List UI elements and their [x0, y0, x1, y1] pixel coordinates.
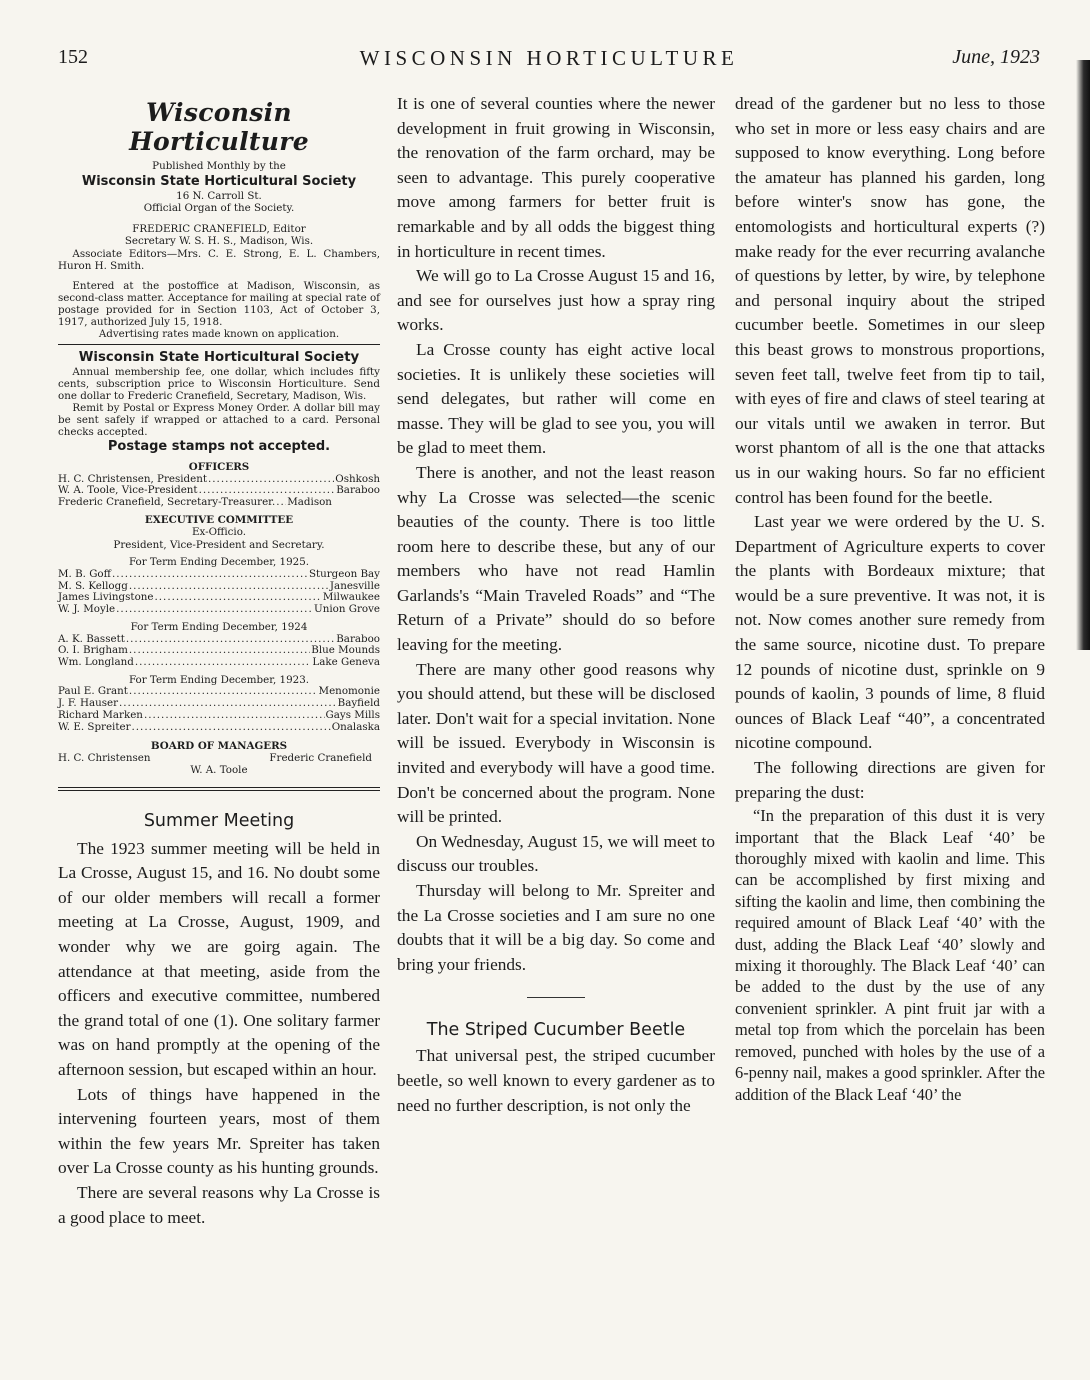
double-divider: [58, 787, 380, 791]
ex-officio: Ex-Officio.: [191, 526, 247, 539]
ex-officio-members: President, Vice-President and Secretary.: [113, 538, 325, 551]
editor-line: FREDERIC CRANEFIELD, Editor: [132, 222, 306, 235]
postal-entry: Entered at the postoffice at Madison, Wisconsin, as second-class matter. Acceptance for mailing at special rate of postage provided for in Section 1103, Act of October 3, 1917, authorized July 15, 1918.: [58, 279, 380, 328]
summer-meeting-continued: [397, 92, 715, 977]
society-name: Wisconsin State Horticultural Society: [81, 173, 357, 189]
secretary-line: Secretary W. S. H. S., Madison, Wis.: [124, 235, 314, 247]
divider: [58, 344, 380, 345]
section-divider: [527, 997, 585, 998]
paragraph: Lots of things have happened in the intervening fourteen years, most of them within the few years Mr. Spreiter has taken over La Crosse county as his hunting grounds.: [58, 1084, 380, 1178]
officer-row: Frederic Cranefield, Secretary-Treasurer. ..... Madison: [58, 497, 380, 509]
issue-date: June, 1923: [952, 46, 1040, 68]
page-number: 152: [58, 46, 88, 68]
paragraph: The following directions are given for preparing the dust:: [735, 758, 1045, 802]
member-row: W. E. Spreiter ..... Onalaska: [58, 722, 380, 734]
member-row: Wm. Longland ..... Lake Geneva: [58, 657, 380, 669]
published-line: Published Monthly by the: [152, 160, 286, 172]
column-right: [735, 92, 1045, 1105]
board-center: W. A. Toole: [190, 764, 248, 777]
member-row: Paul E. Grant ..... Menomonie: [58, 686, 380, 698]
officer-row: H. C. Christensen, President ..... Oshkosh: [58, 474, 380, 486]
cucumber-beetle-continued: [735, 92, 1045, 1105]
paragraph: There is another, and not the least reason why La Crosse was selected—the scenic beauties of the county. There is too little room here to describe these, but any of our members who have not read Hamlin Garlands's “Main Traveled Roads” and “The Return of a Private” should do so before leaving for the meeting.: [397, 462, 715, 655]
paragraph: dread of the gardener but no less to those who set in more or less easy chairs and are supposed to know everything. Long before the amateur has planned his garden, long before winter's snow has gone, the entomologists and horticultural experts (?) make ready for the ever recurring avalanche of questions by letter, by wire, by telephone and personal inquiry about the striped cucumber beetle. Sometimes in our sleep this beast grows to monstrous proportions, seven feet tall, twelve feet from tip to tail, with eyes of fire and claws of steel tearing at our vitals until we awaken in terror. But worst phantom of all is the one that attacks us in our waking hours. So far no efficient control has been found for the beetle.: [735, 94, 1045, 507]
column-middle: [397, 92, 715, 1118]
cucumber-beetle-heading: The Striped Cucumber Beetle: [426, 1020, 686, 1041]
officers-heading: OFFICERS: [188, 461, 250, 473]
associate-editors: Associate Editors—Mrs. C. E. Strong, E. L. Chambers, Huron H. Smith.: [58, 247, 380, 272]
cucumber-beetle-article: [397, 1044, 715, 1118]
official-organ: Official Organ of the Society.: [143, 202, 295, 214]
member-row: M. S. Kellogg ..... Janesville: [58, 581, 380, 593]
member-row: A. K. Bassett ..... Baraboo: [58, 634, 380, 646]
postage-note: Postage stamps not accepted.: [107, 439, 331, 454]
paragraph: We will go to La Crosse August 15 and 16, and see for ourselves just how a spray ring works.: [397, 266, 715, 335]
member-row: J. F. Hauser ..... Bayfield: [58, 698, 380, 710]
advertising-note: Advertising rates made known on application.: [98, 327, 340, 340]
paragraph: La Crosse county has eight active local societies. It is unlikely these societies will send delegates, but rather will come en masse. They will be glad to see you, you will be glad to meet them.: [397, 339, 715, 458]
column-left: [58, 92, 380, 1230]
summer-meeting-heading: Summer Meeting: [143, 810, 295, 831]
member-row: W. J. Moyle ..... Union Grove: [58, 604, 380, 616]
executive-heading: EXECUTIVE COMMITTEE: [144, 513, 294, 526]
summer-meeting-article: [58, 837, 380, 1231]
paragraph: Thursday will belong to Mr. Spreiter and the La Crosse societies and I am sure no one doubts that it will be a big day. So come and bring your friends.: [397, 881, 715, 974]
member-row: O. I. Brigham ..... Blue Mounds: [58, 645, 380, 657]
paragraph: There are several reasons why La Crosse is a good place to meet.: [58, 1182, 380, 1227]
masthead-title: Wisconsin Horticulture: [129, 98, 309, 156]
member-row: M. B. Goff ..... Sturgeon Bay: [58, 569, 380, 581]
running-head: [58, 46, 1040, 76]
officers-list: [58, 474, 380, 509]
term-label: For Term Ending December, 1923.: [128, 673, 310, 686]
member-row: James Livingstone ..... Milwaukee: [58, 592, 380, 604]
member-row: Richard Marken ..... Gays Mills: [58, 710, 380, 722]
address: 16 N. Carroll St.: [176, 189, 262, 202]
board-row: H. C. Christensen Frederic Cranefield: [58, 752, 372, 765]
paragraph: The 1923 summer meeting will be held in La Crosse, August 15, and 16. No doubt some of our older members will recall a former meeting at La Crosse, August, 1909, and wonder why we are goirg again. The attendance at that meeting, aside from the officers and executive committee, numbered the grand total of one (1). One solitary farmer was on hand promptly at the opening of the afternoon session, but escaped within an hour.: [58, 838, 380, 1079]
paragraph: It is one of several counties where the newer development in fruit growing in Wisconsin, the renovation of the farm orchard, may be seen to advantage. This purely cooperative move among farmers for better fruit is remarkable and by all odds the biggest thing in horticulture in recent times.: [397, 94, 715, 261]
board-heading: BOARD OF MANAGERS: [150, 739, 288, 752]
membership-text: Annual membership fee, one dollar, which includes fifty cents, subscription price to Wisconsin Horticulture. Send one dollar to Frederic Cranefield, Secretary, Madison, Wis.: [58, 366, 380, 402]
page-edge-shadow: [1076, 60, 1090, 650]
officer-row: W. A. Toole, Vice-President ..... Baraboo: [58, 485, 380, 497]
paragraph: Last year we were ordered by the U. S. Department of Agriculture experts to cover the plants with Bordeaux mixture; that would be a sure preventive. It was not, it is not. Now comes another sure remedy from the same source, nicotine dust. To prepare 12 pounds of nicotine dust, sprinkle on 9 pounds of kaolin, 3 pounds of lime, 8 fluid ounces of Black Leaf “40”, a concentrated nicotine compound.: [735, 512, 1045, 753]
term-label: For Term Ending December, 1924: [130, 621, 308, 634]
paragraph: On Wednesday, August 15, we will meet to discuss our troubles.: [397, 831, 715, 876]
term-label: For Term Ending December, 1925.: [128, 556, 310, 569]
paragraph: There are many other good reasons why you should attend, but these will be disclosed later. Don't wait for a special invitation. None will be issued. Everybody in Wisconsin is invited and everybody will have a good time. Don't be concerned about the program. None will be printed.: [397, 659, 715, 827]
journal-title: WISCONSIN HORTICULTURE: [359, 46, 739, 70]
paragraph: That universal pest, the striped cucumber beetle, so well known to every gardener as to need no further description, is not only the: [397, 1046, 715, 1115]
paragraph: “In the preparation of this dust it is very important that the Black Leaf ‘40’ be thoroughly mixed with kaolin and lime. This can be accomplished by first mixing and sifting the kaolin and lime, then combining the required amount of Black Leaf ‘40’ with the dust, adding the Black Leaf ‘40’ slowly and mixing it thoroughly. The Black Leaf ‘40’ can be added to the dust by the use of any convenient sprinkler. A pint fruit jar with a metal top from which the porcelain has been removed, punched with holes by the use of a 6-penny nail, makes a good sprinkler. After the addition of the Black Leaf ‘40’ the: [735, 806, 1045, 1104]
society-heading: Wisconsin State Horticultural Society: [78, 350, 360, 365]
remit-text: Remit by Postal or Express Money Order. A dollar bill may be sent safely if wrapped or attached to a card. Personal checks accepted.: [58, 402, 380, 438]
